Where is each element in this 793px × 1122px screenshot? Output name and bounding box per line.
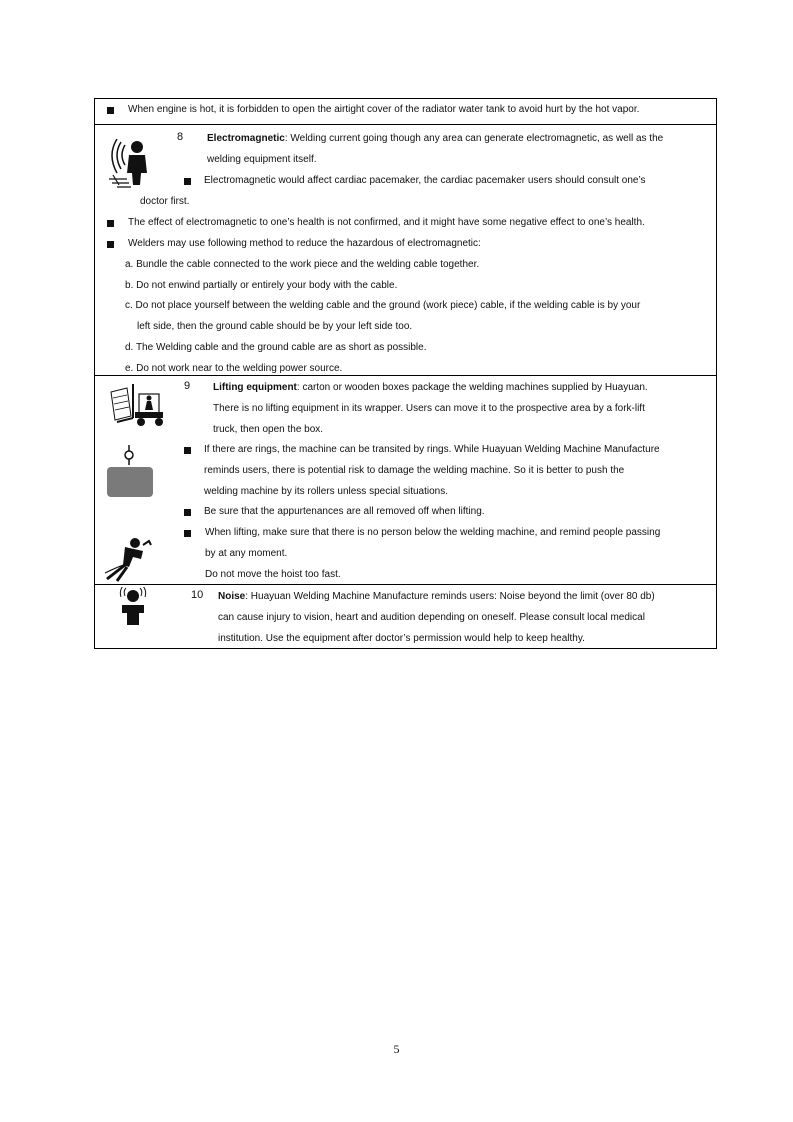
- em-item-b: b. Do not enwind partially or entirely your body with the cable.: [125, 280, 398, 291]
- electromagnetic-icon: [107, 139, 155, 191]
- noise-intro: [218, 590, 655, 603]
- lifting-intro-line1: : carton or wooden boxes package the welding machines supplied by Huayuan.: [296, 382, 648, 393]
- noise-intro-line1: : Huayuan Welding Machine Manufacture reminds users: Noise beyond the limit (over 80 db): [245, 591, 655, 602]
- lifting-intro: [213, 381, 648, 394]
- lift-bullet2: Be sure that the appurtenances are all removed off when lifting.: [204, 506, 485, 517]
- lift-bullet1-line3: welding machine by its rollers unless special situations.: [204, 486, 449, 497]
- bullet-square: [184, 509, 191, 516]
- electromagnetic-intro: [207, 132, 663, 145]
- forklift-icon: [107, 382, 167, 427]
- lifting-intro-line3: truck, then open the box.: [213, 424, 324, 435]
- lift-bullet3-line3: Do not move the hoist too fast.: [205, 569, 341, 580]
- em-item-c-line2: left side, then the ground cable should be by your left side too.: [137, 321, 413, 332]
- lifting-intro-line2: There is no lifting equipment in its wrapper. Users can move it to the prospective area by a fork-lift: [213, 403, 645, 414]
- electromagnetic-title: Electromagnetic: [207, 133, 285, 144]
- hot-engine-text: When engine is hot, it is forbidden to open the airtight cover of the radiator water tank to avoid hurt by the hot vapor.: [128, 104, 640, 115]
- noise-intro-line3: institution. Use the equipment after doctor’s permission would help to keep healthy.: [218, 633, 585, 644]
- falling-person-icon: [103, 537, 155, 583]
- bullet-square: [184, 178, 191, 185]
- row-divider: [95, 584, 716, 585]
- page-number: 5: [393, 1042, 400, 1056]
- em-item-d: d. The Welding cable and the ground cable are as short as possible.: [125, 342, 427, 353]
- lift-bullet1-line1: If there are rings, the machine can be transited by rings. While Huayuan Welding Machine Manufacture: [204, 444, 660, 455]
- section-number: 10: [191, 589, 204, 601]
- em-bullet2: The effect of electromagnetic to one’s health is not confirmed, and it might have some negative effect to one’s health.: [128, 217, 645, 228]
- noise-intro-line2: can cause injury to vision, heart and audition depending on oneself. Please consult local medical: [218, 612, 645, 623]
- electromagnetic-intro-line2: welding equipment itself.: [207, 154, 317, 165]
- lifting-ring-icon: [105, 445, 157, 499]
- lifting-title: Lifting equipment: [213, 382, 297, 393]
- em-item-e: e. Do not work near to the welding power source.: [125, 363, 343, 374]
- lift-bullet1-line2: reminds users, there is potential risk to damage the welding machine. So it is better to push the: [204, 465, 625, 476]
- row-divider: [95, 124, 716, 125]
- bullet-square: [184, 447, 191, 454]
- bullet-square: [107, 107, 114, 114]
- lift-bullet3-line2: by at any moment.: [205, 548, 288, 559]
- electromagnetic-intro-line1: : Welding current going though any area can generate electromagnetic, as well as the: [284, 133, 664, 144]
- row-divider: [95, 375, 716, 376]
- bullet-square: [184, 530, 191, 537]
- section-number: 9: [184, 380, 191, 392]
- noise-icon: [117, 587, 149, 627]
- bullet-square: [107, 241, 114, 248]
- em-bullet1-line2: doctor first.: [140, 196, 190, 207]
- em-item-a: a. Bundle the cable connected to the work piece and the welding cable together.: [125, 259, 480, 270]
- noise-title: Noise: [218, 591, 246, 602]
- section-number: 8: [177, 131, 184, 143]
- bullet-square: [107, 220, 114, 227]
- em-bullet1-line1: Electromagnetic would affect cardiac pacemaker, the cardiac pacemaker users should consult one’s: [204, 175, 646, 186]
- em-item-c-line1: c. Do not place yourself between the welding cable and the ground (work piece) cable, if the welding cable is by your: [125, 300, 641, 311]
- em-bullet3: Welders may use following method to reduce the hazardous of electromagnetic:: [128, 238, 481, 249]
- safety-table: [94, 98, 717, 649]
- lift-bullet3-line1: When lifting, make sure that there is no person below the welding machine, and remind people passing: [205, 527, 661, 538]
